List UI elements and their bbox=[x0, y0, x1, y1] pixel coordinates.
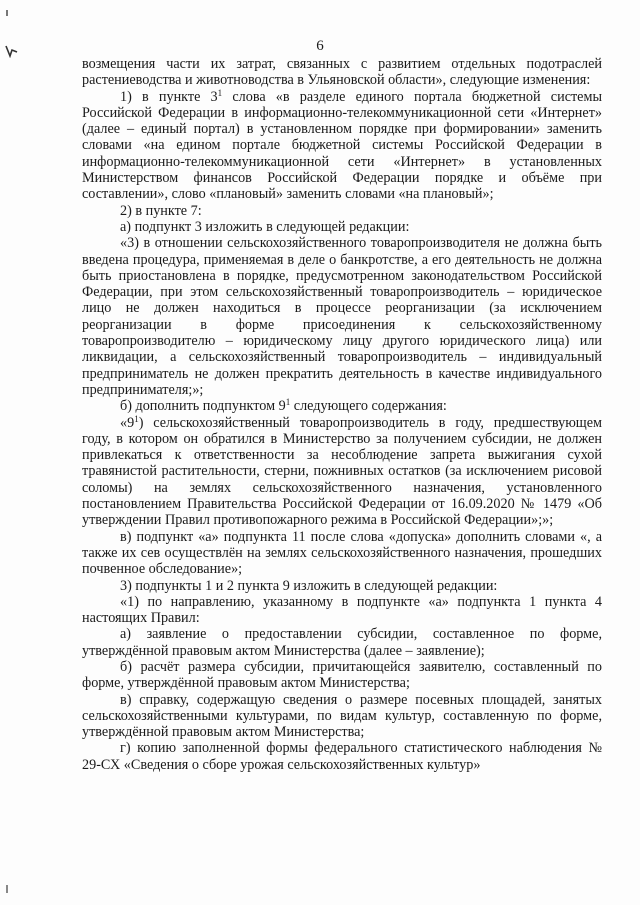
paragraph: б) дополнить подпунктом $9^1$ следующего содержания: bbox=[120, 397, 447, 415]
paragraph: 3) подпункты 1 и 2 пункта 9 изложить в следующей редакции: bbox=[120, 577, 498, 594]
paragraph: 1) в пункте $3^1$ слова «в разделе единого портала бюджетной системы Российской Федерации в информационно-телекоммуникационной сети «Интернет» (далее – единый портал) в установленном порядке при формировании» заменить словами «на едином портале бюджетной системы Российской Федерации в информационно-телекоммуникационной сети «Интернет» в установленных Министерством финансов Российской Федерации порядке и объёме при составлении», слово «плановый» заменить словами «на плановый»; bbox=[82, 87, 602, 203]
scan-artifact bbox=[6, 10, 8, 16]
document-body bbox=[82, 56, 602, 773]
paragraph: 2) в пункте 7: bbox=[120, 202, 202, 219]
paragraph: в) справку, содержащую сведения о размере посевных площадей, занятых сельскохозяйственными культурами, по видам культур, составленную по форме, утверждённой правовым актом Министерства; bbox=[82, 691, 602, 741]
page-number: 6 bbox=[316, 38, 324, 54]
paragraph: г) копию заполненной формы федерального статистического наблюдения № 29-СХ «Сведения о сборе урожая сельскохозяйственных культур» bbox=[82, 740, 602, 773]
paragraph: а) заявление о предоставлении субсидии, составленное по форме, утверждённой правовым актом Министерства (далее – заявление); bbox=[82, 626, 602, 659]
paragraph: а) подпункт 3 изложить в следующей редакции: bbox=[120, 218, 410, 235]
paragraph: б) расчёт размера субсидии, причитающейся заявителю, составленный по форме, утверждённой правовым актом Министерства; bbox=[82, 658, 602, 692]
paragraph: «1) по направлению, указанному в подпункте «а» подпункта 1 пункта 4 настоящих Правил: bbox=[82, 593, 602, 627]
paragraph: «$9^1$) сельскохозяйственный товаропроизводитель в году, предшествующем году, в котором он обратился в Министерство за получением субсидии, не должен привлекаться к ответственности за несоблюдение запрета выжигания сухой травянистой растительности, стерни, пожнивных остатков (за исключением рисовой соломы) на землях сельскохозяйственного назначения, установленного постановлением Правительства Российской Федерации от 16.09.2020 № 1479 «Об утверждении Правил противопожарного режима в Российской Федерации»;»; bbox=[82, 413, 602, 529]
paragraph: «3) в отношении сельскохозяйственного товаропроизводителя не должна быть введена процедура, применяемая в деле о банкротстве, а его деятельность не должна быть приостановлена в порядке, предусмотренном законодательством Российской Федерации, при этом сельскохозяйственный товаропроизводитель – юридическое лицо не должен находиться в процессе реорганизации (за исключением реорганизации в форме присоединения к сельскохозяйственному товаропроизводителю – юридическому лицу другого юридического лица) или ликвидации, а сельскохозяйственный товаропроизводитель – индивидуальный предприниматель не должен прекратить деятельность в качестве индивидуального предпринимателя;»; bbox=[82, 235, 602, 398]
scan-artifact bbox=[6, 885, 8, 893]
paragraph: возмещения части их затрат, связанных с развитием отдельных подотраслей растениеводства и животноводства в Ульяновской области», следующие изменения: bbox=[82, 56, 602, 89]
paragraph: в) подпункт «а» подпункта 11 после слова «допуска» дополнить словами «, а также их сев осуществлён на землях сельскохозяйственного назначения, прошедших почвенное обследование»; bbox=[82, 528, 602, 578]
